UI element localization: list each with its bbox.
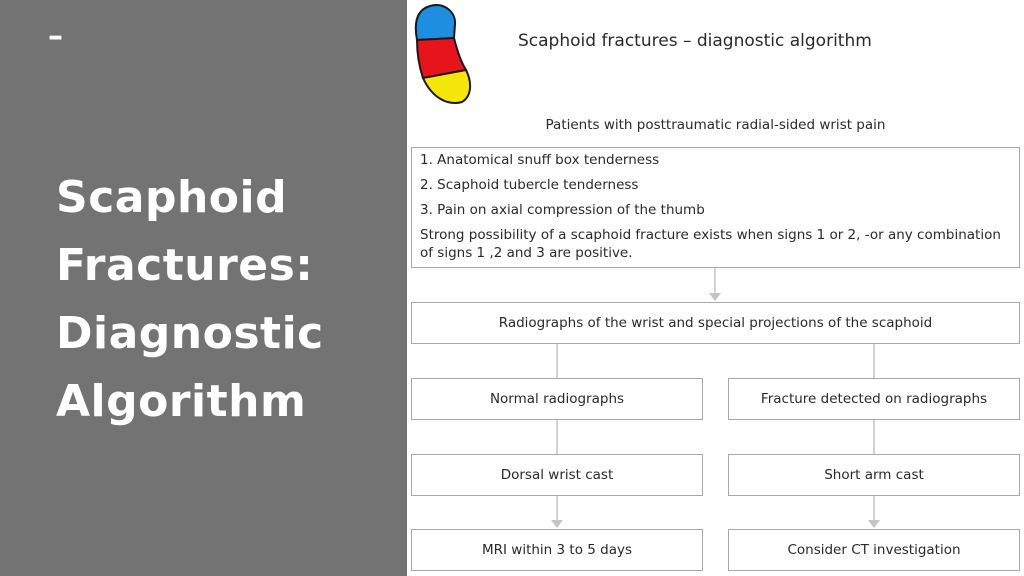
- criteria-heading: Patients with posttraumatic radial-sided wrist pain: [545, 117, 886, 133]
- title-panel: [0, 0, 407, 576]
- criterion-item: 3. Pain on axial compression of the thumb: [420, 202, 705, 218]
- arrow-down-icon: [551, 520, 563, 528]
- slide-title-line: Algorithm: [56, 376, 307, 427]
- mri-box: MRI within 3 to 5 days: [411, 529, 703, 571]
- slide-title-line: Fractures:: [56, 240, 314, 291]
- arrow-down-icon: [709, 293, 721, 301]
- diagram-title: Scaphoid fractures – diagnostic algorithm: [518, 31, 872, 51]
- accent-dash: –: [48, 19, 63, 54]
- short-arm-cast-box: Short arm cast: [728, 454, 1020, 496]
- normal-radiographs-box: Normal radiographs: [411, 378, 703, 420]
- ct-investigation-box: Consider CT investigation: [728, 529, 1020, 571]
- arrow-down-icon: [868, 520, 880, 528]
- criterion-item: 2. Scaphoid tubercle tenderness: [420, 177, 639, 193]
- dorsal-wrist-cast-box: Dorsal wrist cast: [411, 454, 703, 496]
- criterion-item: 1. Anatomical snuff box tenderness: [420, 152, 660, 168]
- radiographs-box: Radiographs of the wrist and special projections of the scaphoid: [411, 302, 1020, 344]
- slide-title: [56, 164, 401, 436]
- fracture-detected-box: Fracture detected on radiographs: [728, 378, 1020, 420]
- algorithm-diagram: [407, 0, 1024, 576]
- criteria-note: Strong possibility of a scaphoid fracture exists when signs 1 or 2, -or any combination of signs 1 ,2 and 3 are positive.: [420, 227, 1001, 261]
- slide-title-line: Diagnostic: [56, 308, 324, 359]
- slide-title-line: Scaphoid: [56, 172, 288, 223]
